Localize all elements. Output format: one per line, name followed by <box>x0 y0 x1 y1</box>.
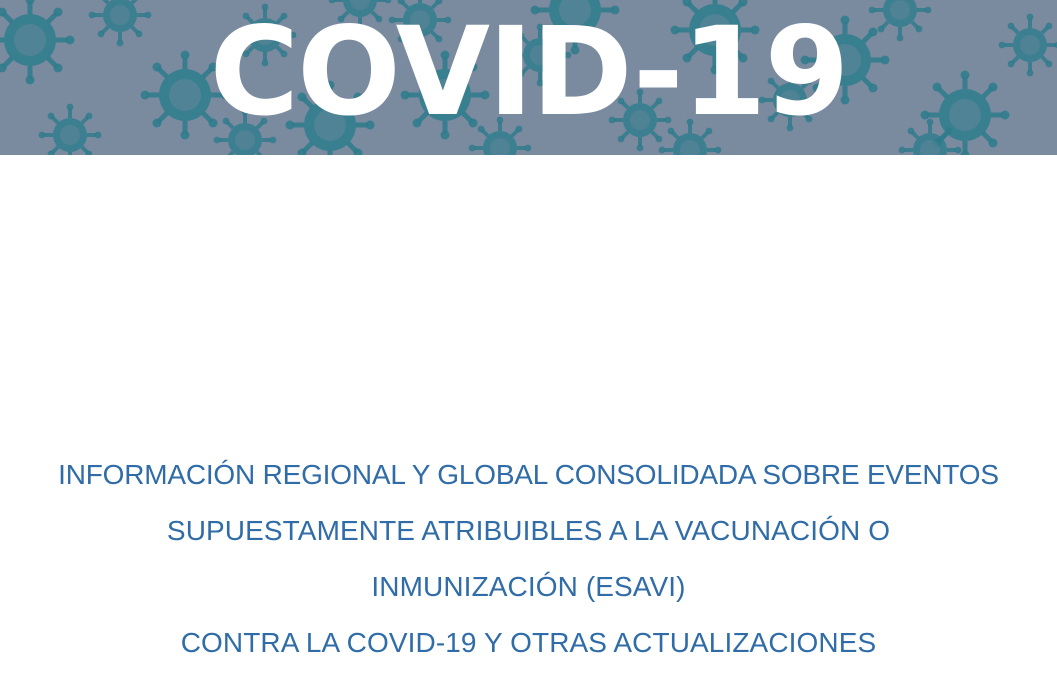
header-banner <box>0 0 1057 155</box>
page-title: COVID-19 <box>209 0 848 143</box>
subtitle-line-3: INMUNIZACIÓN (ESAVI) <box>371 571 686 602</box>
subtitle-line-4: CONTRA LA COVID-19 Y OTRAS ACTUALIZACIONES <box>180 627 877 658</box>
document-body <box>0 155 1057 675</box>
document-subtitle <box>0 447 1057 671</box>
subtitle-line-1: INFORMACIÓN REGIONAL Y GLOBAL CONSOLIDADA SOBRE EVENTOS <box>58 459 999 490</box>
subtitle-line-2: SUPUESTAMENTE ATRIBUIBLES A LA VACUNACIÓN O <box>166 515 891 546</box>
